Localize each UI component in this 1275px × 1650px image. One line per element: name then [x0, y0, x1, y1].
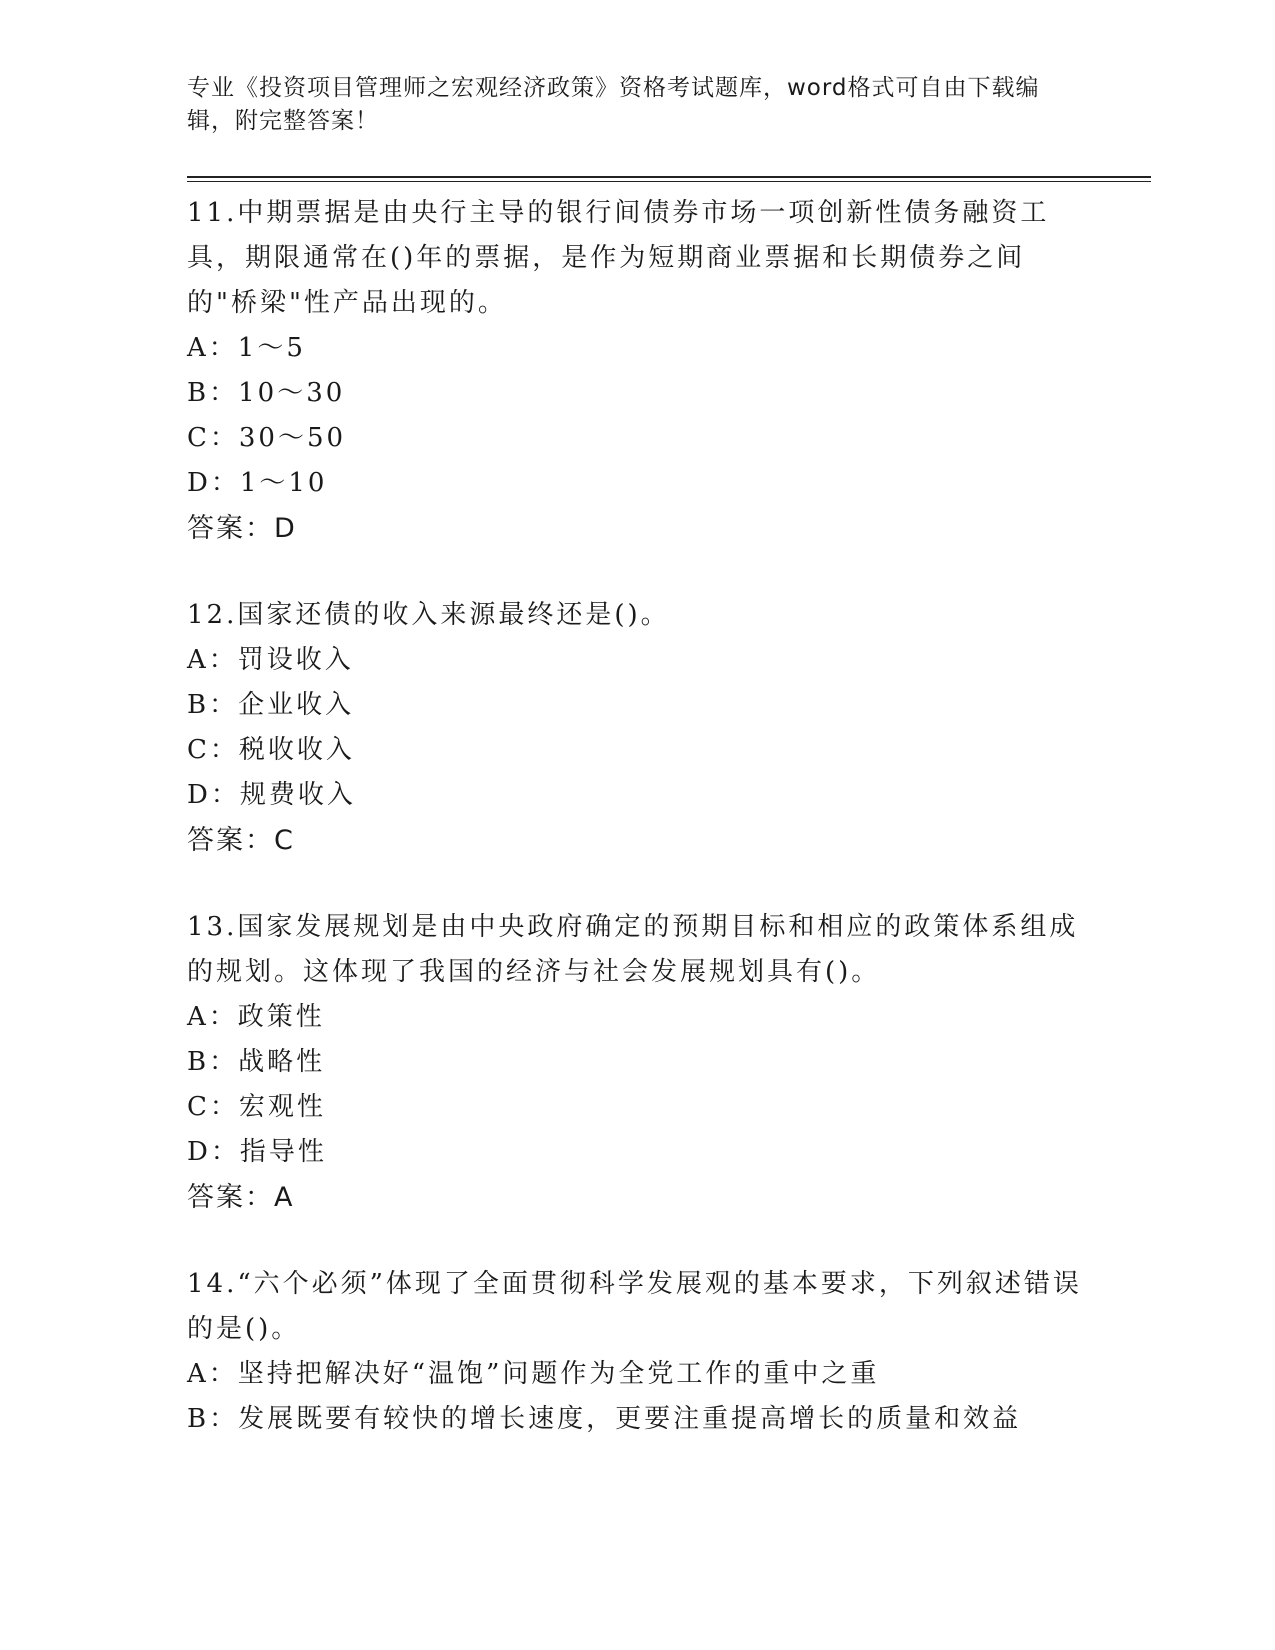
option-c: C：税收收入 [187, 735, 355, 765]
question-text: 11.中期票据是由央行主导的银行间债券市场一项创新性债务融资工具，期限通常在()年的票据，是作为短期商业票据和长期债券之间的"桥梁"性产品出现的。 [187, 198, 1050, 318]
question-item [187, 905, 1087, 1220]
option-a: A：坚持把解决好“温饱”问题作为全党工作的重中之重 [187, 1359, 880, 1389]
option-d: D：1～10 [187, 468, 328, 498]
option-c: C：宏观性 [187, 1092, 326, 1122]
header-divider-thin [187, 181, 1151, 182]
question-text: 12.国家还债的收入来源最终还是()。 [187, 600, 670, 630]
question-item [187, 191, 1087, 551]
option-c: C：30～50 [187, 423, 347, 453]
option-b: B：企业收入 [187, 690, 355, 720]
answer-text: 答案：A [187, 1182, 295, 1213]
option-a: A：罚设收入 [187, 645, 354, 675]
answer-text: 答案：C [187, 825, 295, 856]
answer-text: 答案：D [187, 513, 297, 544]
document-header: 专业《投资项目管理师之宏观经济政策》资格考试题库，word格式可自由下载编辑，附完整答案！ [187, 75, 1040, 134]
option-d: D：规费收入 [187, 780, 356, 810]
question-text: 14.“六个必须”体现了全面贯彻科学发展观的基本要求，下列叙述错误的是()。 [187, 1269, 1082, 1344]
header-divider [187, 176, 1151, 178]
question-item [187, 1262, 1087, 1442]
question-item [187, 593, 1087, 863]
option-a: A：1～5 [187, 333, 306, 363]
option-a: A：政策性 [187, 1002, 325, 1032]
question-list [187, 191, 1087, 1484]
option-b: B：10～30 [187, 378, 346, 408]
question-text: 13.国家发展规划是由中央政府确定的预期目标和相应的政策体系组成的规划。这体现了我国的经济与社会发展规划具有()。 [187, 912, 1079, 987]
option-b: B：战略性 [187, 1047, 326, 1077]
option-d: D：指导性 [187, 1137, 327, 1167]
option-b: B：发展既要有较快的增长速度，更要注重提高增长的质量和效益 [187, 1404, 1022, 1434]
